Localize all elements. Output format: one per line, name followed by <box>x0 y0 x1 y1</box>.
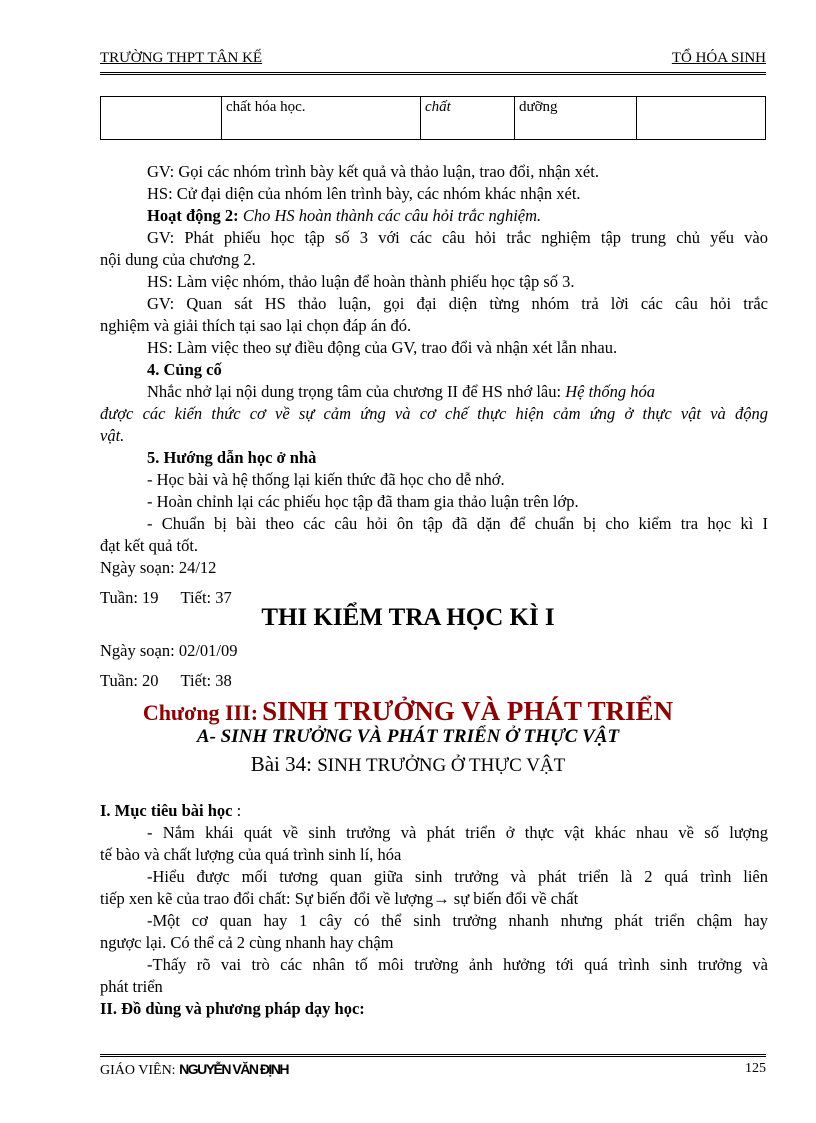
text-line: GV: Gọi các nhóm trình bày kết quả và thảo luận, trao đổi, nhận xét. <box>147 162 599 181</box>
section-heading: 5. Hướng dẫn học ở nhà <box>147 448 317 467</box>
activity-text: Cho HS hoàn thành các câu hỏi trắc nghiệm. <box>242 206 542 225</box>
lesson-label: Bài 34: <box>250 752 312 776</box>
objectives-heading-text: I. Mục tiêu bài học <box>100 801 233 820</box>
page-header <box>100 50 766 75</box>
text-line: tiếp xen kẽ của trao đổi chất: Sự biến đổi về lượng→ sự biến đổi về chất <box>100 889 579 908</box>
text-line: được các kiến thức cơ về sự cảm ứng và cơ chế thực hiện cảm ứng ở thực vật và động <box>100 404 768 423</box>
text-line: vật. <box>100 426 125 445</box>
week-label: Tuần: 19 <box>100 588 159 607</box>
chapter-label: Chương III: <box>142 700 259 725</box>
table-cell <box>101 97 222 140</box>
date-line: Ngày soạn: 02/01/09 <box>100 641 238 660</box>
text-line: HS: Làm việc theo sự điều động của GV, trao đổi và nhận xét lẫn nhau. <box>147 338 618 357</box>
lesson-title <box>0 752 816 777</box>
chapter-title <box>0 696 816 727</box>
list-item: - Học bài và hệ thống lại kiến thức đã học cho dễ nhớ. <box>147 470 505 489</box>
text-line: ngược lại. Có thể cả 2 cùng nhanh hay chậm <box>100 933 394 952</box>
list-item: - Chuẩn bị bài theo các câu hỏi ôn tập đã dặn để chuẩn bị cho kiểm tra học kì I <box>147 514 768 533</box>
week-label: Tuần: 20 <box>100 671 159 690</box>
text-line <box>100 381 768 403</box>
activity-label: Hoạt động 2: <box>147 206 239 225</box>
teacher-label: GIÁO VIÊN: <box>100 1063 176 1078</box>
lesson-name: SINH TRƯỞNG Ở THỰC VẬT <box>317 755 566 776</box>
chapter-name: SINH TRƯỞNG VÀ PHÁT TRIỂN <box>262 696 674 726</box>
text-line: đạt kết quả tốt. <box>100 536 199 555</box>
list-item: -Một cơ quan hay 1 cây có thể sinh trưởng nhanh nhưng phát triển chậm hay <box>147 911 768 930</box>
table-cell <box>637 97 766 140</box>
text-line: HS: Làm việc nhóm, thảo luận để hoàn thành phiếu học tập số 3. <box>147 272 575 291</box>
period-label: Tiết: 38 <box>180 671 232 690</box>
table-cell: chất <box>421 97 515 140</box>
text-span-italic: Hệ thống hóa <box>565 382 656 401</box>
teacher-name: NGUYỄN VĂN ĐỊNH <box>179 1061 289 1077</box>
table-fragment <box>100 96 766 140</box>
teacher-line <box>100 1061 288 1079</box>
department-name: TỔ HÓA SINH <box>671 50 766 66</box>
table-cell: dưỡng <box>515 97 637 140</box>
section-heading: II. Đồ dùng và phương pháp dạy học: <box>100 999 365 1018</box>
list-item: - Nắm khái quát về sinh trưởng và phát triển ở thực vật khác nhau về số lượng <box>147 823 768 842</box>
objectives-heading <box>100 800 768 822</box>
page-number: 125 <box>745 1061 766 1076</box>
text-line: nghiệm và giải thích tại sao lại chọn đáp án đó. <box>100 316 412 335</box>
text-line: phát triển <box>100 977 163 996</box>
list-item: - Hoàn chỉnh lại các phiếu học tập đã tham gia thảo luận trên lớp. <box>147 492 579 511</box>
text-line: GV: Quan sát HS thảo luận, gọi đại diện từng nhóm trả lời các câu hỏi trắc <box>147 294 768 313</box>
period-label: Tiết: 37 <box>180 588 232 607</box>
date-line: Ngày soạn: 24/12 <box>100 558 217 577</box>
table-row <box>101 97 766 140</box>
text-line: tế bào và chất lượng của quá trình sinh lí, hóa <box>100 845 402 864</box>
objectives-colon: : <box>232 801 242 820</box>
page-footer <box>100 1054 766 1078</box>
text-span: Nhắc nhở lại nội dung trọng tâm của chương II để HS nhớ lâu: <box>147 382 562 401</box>
text-line: nội dung của chương 2. <box>100 250 256 269</box>
text-line: GV: Phát phiếu học tập số 3 với các câu hỏi trắc nghiệm tập trung chủ yếu vào <box>147 228 768 247</box>
exam-title: THI KIỂM TRA HỌC KÌ I <box>261 604 555 631</box>
school-name: TRƯỜNG THPT TÂN KẾ <box>100 50 263 66</box>
table-cell: chất hóa học. <box>222 97 421 140</box>
week-period-line <box>100 670 768 692</box>
section-title: A- SINH TRƯỞNG VÀ PHÁT TRIỂN Ở THỰC VẬT <box>196 726 620 747</box>
list-item: -Hiểu được mối tương quan giữa sinh trưởng và phát triển là 2 quá trình liên <box>147 867 768 886</box>
section-heading: 4. Củng cố <box>147 360 222 379</box>
text-line: HS: Cử đại diện của nhóm lên trình bày, các nhóm khác nhận xét. <box>147 184 581 203</box>
list-item: -Thấy rõ vai trò các nhân tố môi trường ảnh hưởng tới quá trình sinh trưởng và <box>147 955 768 974</box>
text-line <box>100 205 768 227</box>
